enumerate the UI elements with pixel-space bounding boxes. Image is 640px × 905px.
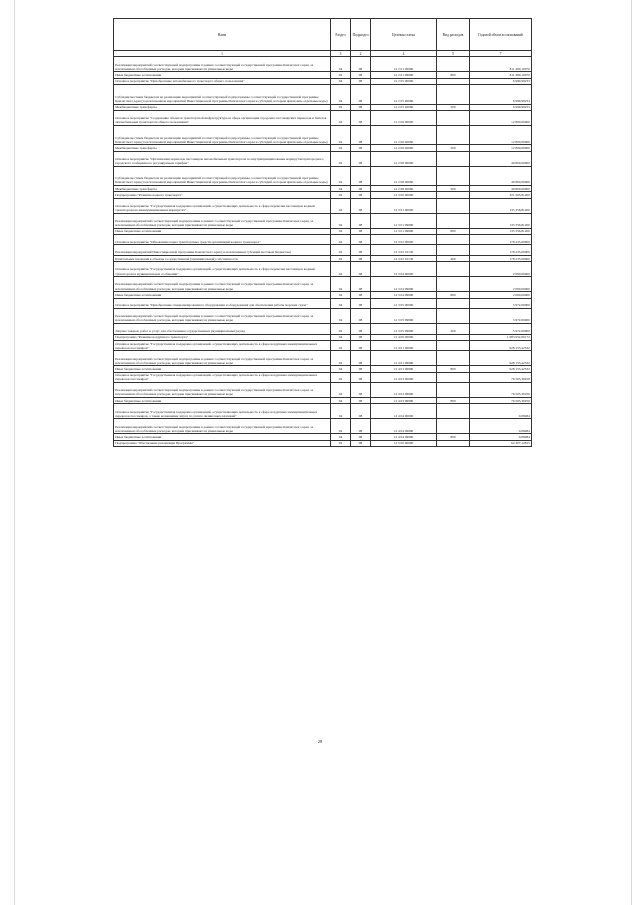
row-csr: 12 4 04 00000 [371, 404, 437, 419]
row-name: Капитальные вложения в объекты государственной (муниципальной) собственности [114, 255, 331, 261]
row-csr: 12 3 04 00000 [371, 262, 437, 277]
row-amount: 2 060,00000 [470, 277, 532, 292]
row-amount: 135 356,81200 [470, 228, 532, 234]
row-vr [437, 372, 470, 383]
row-csr: 12 3 00 00000 [371, 192, 437, 198]
row-amount: 62 307,12815 [470, 440, 532, 446]
header-vr: Вид расходов [437, 19, 470, 51]
table-row [114, 262, 532, 277]
row-csr: 12 2 08 40060 [371, 186, 437, 192]
header-subsection: Подраздел [351, 19, 371, 51]
row-section: 04 [331, 228, 351, 234]
row-section: 04 [331, 245, 351, 256]
row-subsection: 08 [351, 213, 371, 228]
table-row [114, 351, 532, 366]
row-section: 04 [331, 85, 351, 105]
row-csr: 12 2 05 40060 [371, 85, 437, 105]
row-amount: 2 060,00000 [470, 292, 532, 298]
row-vr [437, 277, 470, 292]
row-name: Иные бюджетные ассигнования [114, 434, 331, 440]
row-name: Основное мероприятие "Обновление парка транспортных средств организаций водного транспорта" [114, 234, 331, 245]
row-name: Основное мероприятие "Государственная поддержка организаций, осуществляющих деятельность в сфере воздушных межмуниципальных перевозок пассажиров, а также возмещение затрат по уплате лизинговых платежей" [114, 404, 331, 419]
row-amount: 12 800,00000 [470, 110, 532, 125]
row-subsection: 08 [351, 440, 371, 446]
row-name: Субсидии местным бюджетам на реализацию мероприятий соответствующей подпрограммы соответствующей государственной программы Камчатского края (за исключением мероприятий Инвестиционной программы Камчатского края и субсидий, которым присвоены отдельные коды) [114, 85, 331, 105]
row-vr [437, 383, 470, 398]
row-section: 04 [331, 125, 351, 145]
row-section: 04 [331, 198, 351, 213]
row-amount: 6 999,99233 [470, 104, 532, 110]
col-number: 4 [371, 51, 437, 57]
row-section: 04 [331, 419, 351, 434]
row-subsection: 08 [351, 398, 371, 404]
row-csr: 12 3 02 10130 [371, 245, 437, 256]
table-row [114, 372, 532, 383]
col-number: 3 [331, 51, 351, 57]
row-csr: 12 2 08 00000 [371, 151, 437, 166]
row-section: 04 [331, 309, 351, 324]
row-subsection: 08 [351, 351, 371, 366]
row-name: Подпрограмма "Развитие воздушного транспорта" [114, 334, 331, 340]
row-section: 04 [331, 383, 351, 398]
row-section: 04 [331, 298, 351, 309]
row-subsection: 08 [351, 192, 371, 198]
row-vr [437, 309, 470, 324]
table-row [114, 419, 532, 434]
row-name: Межбюджетные трансферты [114, 145, 331, 151]
row-amount: 928 153,42532 [470, 340, 532, 351]
table-row [114, 198, 532, 213]
scan-edge-right [631, 0, 632, 905]
row-name: Подпрограмма "Развитие водного транспорта" [114, 192, 331, 198]
row-amount: 6 999,99233 [470, 78, 532, 84]
row-section: 04 [331, 398, 351, 404]
row-name: Иные бюджетные ассигнования [114, 72, 331, 78]
row-amount: 0,08484 [470, 404, 532, 419]
row-vr: 800 [437, 366, 470, 372]
row-amount: 76 503,30256 [470, 383, 532, 398]
row-name: Реализация мероприятий соответствующей подпрограммы в рамках соответствующей государственной программы Камчатского края, за исключением обособленных расходов, которым присваиваются уникальные коды [114, 351, 331, 366]
row-csr: 12 4 01 00000 [371, 340, 437, 351]
row-vr: 200 [437, 324, 470, 335]
budget-table [113, 18, 532, 447]
col-number: 5 [437, 51, 470, 57]
row-name: Иные бюджетные ассигнования [114, 398, 331, 404]
row-name: Реализация мероприятий соответствующей подпрограммы в рамках соответствующей государственной программы Камчатского края, за исключением обособленных расходов, которым присваиваются уникальные коды [114, 419, 331, 434]
row-vr [437, 110, 470, 125]
row-section: 04 [331, 234, 351, 245]
row-amount: 49 800,00000 [470, 151, 532, 166]
row-subsection: 08 [351, 298, 371, 309]
row-section: 04 [331, 192, 351, 198]
row-name: Подпрограмма "Обеспечение реализации Программы" [114, 440, 331, 446]
row-name: Реализация мероприятий соответствующей подпрограммы в рамках соответствующей государственной программы Камчатского края, за исключением обособленных расходов, которым присваиваются уникальные коды [114, 213, 331, 228]
row-subsection: 08 [351, 434, 371, 440]
row-amount: 5 972,00000 [470, 298, 532, 309]
document-page [113, 18, 531, 447]
row-amount: 928 153,42532 [470, 366, 532, 372]
row-amount: 178 235,00000 [470, 245, 532, 256]
row-name: Реализация мероприятий Инвестиционной программы Камчатского края (за исключением субсидий местным бюджетам) [114, 245, 331, 256]
row-csr: 12 4 03 00000 [371, 372, 437, 383]
row-csr: 12 2 05 00000 [371, 78, 437, 84]
table-row [114, 57, 532, 72]
row-amount: 12 800,00000 [470, 125, 532, 145]
row-subsection: 08 [351, 234, 371, 245]
row-vr [437, 245, 470, 256]
table-row [114, 245, 532, 256]
row-csr: 12 4 00 00000 [371, 334, 437, 340]
row-vr: 800 [437, 72, 470, 78]
table-row [114, 298, 532, 309]
row-section: 04 [331, 78, 351, 84]
row-section: 04 [331, 366, 351, 372]
col-number: 1 [114, 51, 331, 57]
row-section: 04 [331, 277, 351, 292]
row-section: 04 [331, 372, 351, 383]
table-row [114, 324, 532, 335]
row-subsection: 08 [351, 245, 371, 256]
row-subsection: 08 [351, 372, 371, 383]
row-section: 04 [331, 440, 351, 446]
row-name: Основное мероприятие "Государственная поддержка организаций, осуществляющих деятельность в сфере воздушных межмуниципальных перевозок пассажиров" [114, 340, 331, 351]
row-amount: 178 235,00000 [470, 234, 532, 245]
row-name: Межбюджетные трансферты [114, 104, 331, 110]
row-name: Основное мероприятие "Организация перевозок пассажиров автомобильным транспортом по внутримуниципальным маршрутам пригородного, городского сообщения по регулируемым тарифам" [114, 151, 331, 166]
row-name: Реализация мероприятий соответствующей подпрограммы в рамках соответствующей государственной программы Камчатского края, за исключением обособленных расходов, которым присваиваются уникальные коды [114, 57, 331, 72]
row-csr: 12 3 02 10130 [371, 255, 437, 261]
row-vr [437, 213, 470, 228]
row-subsection: 08 [351, 340, 371, 351]
row-subsection: 08 [351, 198, 371, 213]
row-amount: 6 999,99233 [470, 85, 532, 105]
row-csr: 12 5 00 00000 [371, 440, 437, 446]
row-csr: 12 2 01 09990 [371, 72, 437, 78]
row-amount: 5 972,00000 [470, 309, 532, 324]
row-amount: 928 153,42532 [470, 351, 532, 366]
header-name: Наим [114, 19, 331, 51]
row-subsection: 08 [351, 334, 371, 340]
row-section: 04 [331, 255, 351, 261]
row-vr: 400 [437, 255, 470, 261]
row-name: Иные бюджетные ассигнования [114, 292, 331, 298]
row-subsection: 08 [351, 110, 371, 125]
row-amount: 5 972,00000 [470, 324, 532, 335]
row-vr [437, 351, 470, 366]
row-subsection: 08 [351, 125, 371, 145]
row-csr: 12 2 06 40060 [371, 145, 437, 151]
row-subsection: 08 [351, 85, 371, 105]
row-csr: 12 2 06 40060 [371, 125, 437, 145]
row-vr [437, 166, 470, 186]
row-name: Реализация мероприятий соответствующей подпрограммы в рамках соответствующей государственной программы Камчатского края, за исключением обособленных расходов, которым присваиваются уникальные коды [114, 309, 331, 324]
row-csr: 12 2 01 09990 [371, 57, 437, 72]
row-name: Основное мероприятие "Приобретение специализированного оборудования и оборудования для обеспечения работы морских судов" [114, 298, 331, 309]
row-amount: 135 356,81200 [470, 213, 532, 228]
table-row [114, 309, 532, 324]
row-vr: 500 [437, 186, 470, 192]
header-amount: Годовой объем ассигнований [470, 19, 532, 51]
row-section: 04 [331, 324, 351, 335]
row-section: 04 [331, 72, 351, 78]
table-row [114, 277, 532, 292]
row-section: 04 [331, 292, 351, 298]
row-name: Иные бюджетные ассигнования [114, 228, 331, 234]
row-amount: 76 503,30256 [470, 372, 532, 383]
row-name: Закупка товаров, работ и услуг для обеспечения государственных (муниципальных) нужд [114, 324, 331, 335]
header-csr: Целевая статья [371, 19, 437, 51]
row-name: Реализация мероприятий соответствующей подпрограммы в рамках соответствующей государственной программы Камчатского края, за исключением обособленных расходов, которым присваиваются уникальные коды [114, 383, 331, 398]
row-csr: 12 3 05 00000 [371, 298, 437, 309]
row-section: 04 [331, 186, 351, 192]
row-subsection: 08 [351, 383, 371, 398]
row-amount: 49 800,00000 [470, 186, 532, 192]
row-amount: 178 235,00000 [470, 255, 532, 261]
row-name: Основное мероприятие "Государственная поддержка организаций, осуществляющих деятельность в сфере перевозки пассажиров водным транспортом на межмуниципальных маршрутах" [114, 198, 331, 213]
table-row [114, 110, 532, 125]
row-csr: 12 3 04 09990 [371, 277, 437, 292]
row-csr: 12 3 05 09990 [371, 324, 437, 335]
row-vr [437, 57, 470, 72]
row-amount: 12 800,00000 [470, 145, 532, 151]
row-vr [437, 298, 470, 309]
row-section: 04 [331, 151, 351, 166]
row-section: 04 [331, 434, 351, 440]
row-vr [437, 151, 470, 166]
table-row [114, 85, 532, 105]
row-name: Иные бюджетные ассигнования [114, 366, 331, 372]
scan-edge-left [14, 0, 15, 905]
row-subsection: 08 [351, 72, 371, 78]
row-subsection: 08 [351, 404, 371, 419]
row-amount: 811 499,10070 [470, 72, 532, 78]
table-row [114, 166, 532, 186]
row-subsection: 08 [351, 104, 371, 110]
row-section: 04 [331, 351, 351, 366]
row-amount: 1 083 652,00172 [470, 334, 532, 340]
col-number: 7 [470, 51, 532, 57]
row-vr [437, 125, 470, 145]
row-amount: 76 503,30256 [470, 398, 532, 404]
row-subsection: 08 [351, 419, 371, 434]
row-subsection: 08 [351, 277, 371, 292]
row-csr: 12 3 02 00000 [371, 234, 437, 245]
table-row [114, 440, 532, 446]
table-row [114, 213, 532, 228]
row-vr [437, 262, 470, 277]
row-section: 04 [331, 104, 351, 110]
row-name: Основное мероприятие "Государственная поддержка организаций, осуществляющих деятельность в сфере воздушных межмуниципальных перевозок пассажиров" [114, 372, 331, 383]
row-section: 04 [331, 166, 351, 186]
row-csr: 12 2 05 40060 [371, 104, 437, 110]
row-vr [437, 440, 470, 446]
row-subsection: 08 [351, 366, 371, 372]
row-name: Основное мероприятие "Государственная поддержка организаций, осуществляющих деятельность в сфере перевозки пассажиров водным транспортом в муниципальном сообщении" [114, 262, 331, 277]
row-section: 04 [331, 340, 351, 351]
row-vr [437, 419, 470, 434]
row-subsection: 08 [351, 292, 371, 298]
row-vr: 800 [437, 292, 470, 298]
row-subsection: 08 [351, 151, 371, 166]
row-section: 04 [331, 334, 351, 340]
header-row [114, 19, 532, 51]
row-name: Реализация мероприятий соответствующей подпрограммы в рамках соответствующей государственной программы Камчатского края, за исключением обособленных расходов, которым присваиваются уникальные коды [114, 277, 331, 292]
row-csr: 12 3 01 00000 [371, 198, 437, 213]
row-section: 04 [331, 110, 351, 125]
row-subsection: 08 [351, 262, 371, 277]
row-subsection: 08 [351, 309, 371, 324]
row-section: 04 [331, 145, 351, 151]
row-name: Субсидии местным бюджетам на реализацию мероприятий соответствующей подпрограммы соответствующей государственной программы Камчатского края (за исключением мероприятий Инвестиционной программы Камчатского края и субсидий, которым присвоены отдельные коды) [114, 166, 331, 186]
row-amount: 49 800,00000 [470, 166, 532, 186]
row-amount: 2 060,00000 [470, 262, 532, 277]
table-row [114, 404, 532, 419]
header-section: Раздел [331, 19, 351, 51]
row-vr: 500 [437, 104, 470, 110]
row-subsection: 08 [351, 255, 371, 261]
row-vr [437, 404, 470, 419]
row-csr: 12 3 05 09990 [371, 309, 437, 324]
row-vr [437, 85, 470, 105]
row-vr [437, 234, 470, 245]
row-amount: 0,08484 [470, 434, 532, 440]
row-csr: 12 4 04 09990 [371, 434, 437, 440]
row-name: Межбюджетные трансферты [114, 186, 331, 192]
row-csr: 12 3 04 09990 [371, 292, 437, 298]
row-section: 04 [331, 213, 351, 228]
page-number: 28 [317, 739, 323, 744]
row-csr: 12 2 08 40060 [371, 166, 437, 186]
row-subsection: 08 [351, 166, 371, 186]
row-section: 04 [331, 262, 351, 277]
row-amount: 321 503,81200 [470, 192, 532, 198]
row-vr: 800 [437, 228, 470, 234]
row-vr: 500 [437, 145, 470, 151]
row-name: Основное мероприятие "Содержание объектов транспортной инфраструктуры в сфере организации городских пассажирских перевозок и билетов автомобильным транспортом общего пользования" [114, 110, 331, 125]
table-row [114, 151, 532, 166]
row-csr: 12 4 01 09990 [371, 366, 437, 372]
row-subsection: 08 [351, 186, 371, 192]
row-csr: 12 2 06 00000 [371, 110, 437, 125]
col-number: 2 [351, 51, 371, 57]
table-row [114, 234, 532, 245]
row-subsection: 08 [351, 145, 371, 151]
row-vr [437, 340, 470, 351]
row-section: 04 [331, 57, 351, 72]
row-section: 04 [331, 404, 351, 419]
table-row [114, 383, 532, 398]
row-subsection: 08 [351, 78, 371, 84]
row-amount: 0,08484 [470, 419, 532, 434]
row-csr: 12 3 01 09990 [371, 213, 437, 228]
row-name: Основное мероприятие "Приобретение автомобильного транспорта общего пользования" [114, 78, 331, 84]
row-vr [437, 198, 470, 213]
row-amount: 811 499,10070 [470, 57, 532, 72]
row-csr: 12 3 01 09990 [371, 228, 437, 234]
table-body [114, 57, 532, 446]
row-subsection: 08 [351, 57, 371, 72]
row-name: Субсидии местным бюджетам на реализацию мероприятий соответствующей подпрограммы соответствующей государственной программы Камчатского края (за исключением мероприятий Инвестиционной программы Камчатского края и субсидий, которым присвоены отдельные коды) [114, 125, 331, 145]
row-amount: 135 356,81200 [470, 198, 532, 213]
row-vr: 800 [437, 434, 470, 440]
row-csr: 12 4 04 09990 [371, 419, 437, 434]
row-subsection: 08 [351, 228, 371, 234]
row-csr: 12 4 03 09990 [371, 398, 437, 404]
table-row [114, 125, 532, 145]
row-csr: 12 4 03 09990 [371, 383, 437, 398]
table-row [114, 340, 532, 351]
row-subsection: 08 [351, 324, 371, 335]
row-csr: 12 4 01 09990 [371, 351, 437, 366]
row-vr: 800 [437, 398, 470, 404]
